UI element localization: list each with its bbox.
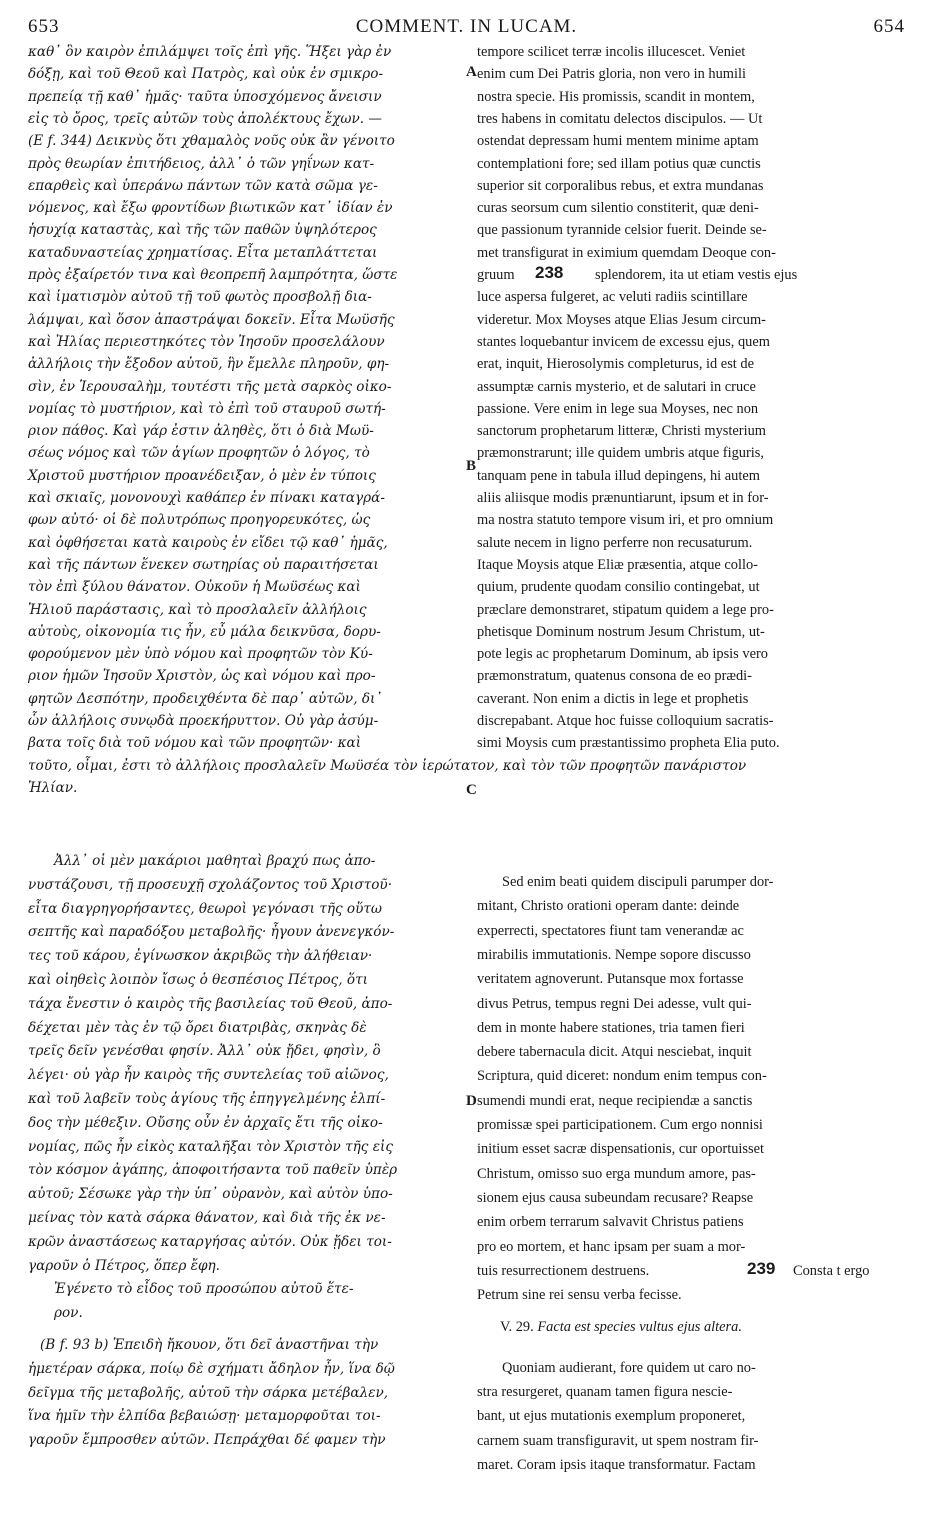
latin-line: ostendat depressam humi mentem minime aptam bbox=[477, 133, 759, 150]
greek-line: γαροῦν ὁ Πέτρος, ὅπερ ἔφη. bbox=[28, 1257, 220, 1274]
latin-line: sionem ejus causa subeundam recusare? Reapse bbox=[477, 1189, 754, 1206]
latin-line: videretur. Mox Moyses atque Elias Jesum circum- bbox=[477, 311, 766, 328]
latin-line: enim cum Dei Patris gloria, non vero in humili bbox=[477, 66, 746, 83]
latin-line: caverant. Non enim a dictis in lege et prophetis bbox=[477, 690, 749, 707]
greek-line: καὶ ἱματισμὸν αὐτοῦ τῇ τοῦ φωτὸς προσβολῇ δια- bbox=[28, 289, 372, 306]
greek-line: καὶ οἰηθεὶς λοιπὸν ἴσως ὁ θεσπέσιος Πέτρος, ὅτι bbox=[28, 972, 368, 988]
section-marker: B bbox=[466, 458, 477, 474]
greek-line: (Β f. 93 b) Ἐπειδὴ ἤκουον, ὅτι δεῖ ἀναστῆναι τὴν bbox=[40, 1337, 379, 1353]
greek-line: νυστάζουσι, τῇ προσευχῇ σχολάζοντος τοῦ Χριστοῦ· bbox=[28, 876, 393, 893]
greek-line: Ἀλλ᾽ οἱ μὲν μακάριοι μαθηταὶ βραχύ πως ἀπο- bbox=[54, 853, 376, 869]
greek-line: ἵνα ἡμῖν τὴν ἐλπίδα βεβαιώσῃ· μεταμορφοῦται τοι- bbox=[28, 1408, 381, 1425]
latin-line: phetisque Dominum nostrum Jesum Christum, ut- bbox=[477, 623, 765, 640]
latin-line: luce aspersa fulgeret, ac veluti radiis scintillare bbox=[477, 289, 748, 306]
latin-line: Christum, omisso suo erga mundum amore, pas- bbox=[477, 1165, 756, 1182]
latin-line: tuis resurrectionem destruens. bbox=[477, 1262, 650, 1279]
greek-line: σέως νόμος καὶ τῶν ἁγίων προφητῶν ὁ λόγος, τὸ bbox=[28, 445, 370, 462]
greek-line: ἀλλήλοις τὴν ἔξοδον αὐτοῦ, ἣν ἔμελλε πληροῦν, φη- bbox=[28, 356, 390, 373]
greek-line: σεπτῆς καὶ παραδόξου μεταβολῆς· ἦγουν ἀνενεγκόν- bbox=[28, 924, 395, 941]
greek-line: αὐτοὺς, οἰκονομία τις ἦν, εὖ μάλα δεικνῦσα, δορυ- bbox=[28, 623, 381, 640]
verse-text: Facta est species vultus ejus altera. bbox=[537, 1319, 742, 1336]
latin-line: simi Moysis cum præstantissimo propheta Elia puto. bbox=[477, 735, 780, 752]
latin-line: maret. Coram ipsis itaque transformatur. Factam bbox=[477, 1456, 756, 1473]
running-title: COMMENT. IN LUCAM. bbox=[355, 16, 578, 37]
greek-line: καταδυναστείας χρηματίσας. Εἶτα μεταπλάττεται bbox=[28, 244, 378, 261]
greek-line: επαρθεὶς καὶ ὑπεράνω πάντων τῶν κατὰ σῶμα γε- bbox=[28, 177, 378, 194]
greek-span-line: τοῦτο, οἶμαι, ἐστι τὸ ἀλλήλοις προσλαλεῖν Μωϋσέα τὸν ἱερώτατον, καὶ τὸν τῶν προφητῶν πανάριστον bbox=[28, 757, 747, 774]
latin-line: divus Petrus, tempus regni Dei adesse, vult qui- bbox=[477, 995, 752, 1012]
greek-line: δεῖγμα τῆς μεταβολῆς, αὐτοῦ τὴν σάρκα μετέβαλεν, bbox=[28, 1384, 389, 1401]
section-marker: D bbox=[466, 1093, 477, 1109]
latin-line: Itaque Moysis atque Eliæ præsentia, atque collo- bbox=[477, 556, 758, 573]
latin-line: gruum bbox=[477, 267, 515, 283]
latin-line: stantes loquebantur invicem de excessu ejus, quem bbox=[477, 333, 770, 350]
latin-line: Petrum sine rei sensu verba fecisse. bbox=[477, 1287, 682, 1304]
latin-line: passione. Vere enim in lege sua Moyses, nec non bbox=[477, 400, 759, 417]
greek-line: τες τοῦ κάρου, ἐγίνωσκον ἀκριβῶς τὴν ἀλήθειαν· bbox=[28, 948, 373, 965]
latin-line: præclare demonstraret, stipatum quidem a lege pro- bbox=[477, 601, 774, 618]
latin-line: erat, inquit, Hierosolymis completurus, id est de bbox=[477, 356, 754, 373]
greek-line: πρὸς ἐξαίρετόν τινα καὶ θεοπρεπῆ λαμπρότητα, ὥστε bbox=[28, 267, 398, 283]
greek-line: πρὸς θεωρίαν ἐπιτήδειος, ἀλλ᾽ ὁ τῶν γηΐνων κατ- bbox=[28, 155, 375, 172]
latin-line: tanquam pene in tabula illud depingens, hi autem bbox=[477, 467, 760, 484]
greek-line: δόξῃ, καὶ τοῦ Θεοῦ καὶ Πατρὸς, καὶ οὐκ ἐν σμικρο- bbox=[28, 66, 384, 83]
greek-line: τὸν ἐπὶ ξύλου θάνατον. Οὐκοῦν ἡ Μωϋσέως καὶ bbox=[28, 579, 361, 596]
greek-line: καὶ τῆς πάντων ἕνεκεν σωτηρίας οὐ παραιτήσεται bbox=[28, 556, 379, 573]
latin-line: debere tabernacula dicit. Atqui nesciebat, inquit bbox=[477, 1044, 752, 1061]
greek-line: τὸν κόσμον ἀγάπης, ἀποφοιτήσαντα τοῦ παθεῖν ὑπὲρ bbox=[28, 1162, 398, 1179]
latin-line: nostra specie. His promissis, scandit in montem, bbox=[477, 88, 755, 105]
greek-line: Χριστοῦ μυστήριον προανέδειξαν, ὁ μὲν ἐν τύποις bbox=[28, 467, 376, 484]
greek-line: καὶ ὀφθήσεται κατὰ καιροὺς ἐν εἴδει τῷ καθ᾽ ἡμᾶς, bbox=[28, 534, 388, 551]
verse-heading bbox=[500, 1319, 742, 1335]
greek-line: ἡσυχίᾳ καταστὰς, καὶ τῆς τῶν παθῶν ὑψηλότερος bbox=[28, 222, 377, 239]
column-number-239: 239 bbox=[747, 1258, 776, 1278]
greek-line: μείνας τὸν κατὰ σάρκα θάνατον, καὶ διὰ τῆς ἐκ νε- bbox=[28, 1210, 386, 1226]
latin-line: experrecti, spectatores fiunt tam venerandæ ac bbox=[477, 922, 744, 939]
greek-line: καὶ τοῦ λαβεῖν τοὺς ἁγίους τῆς ἐπηγγελμένης ἐλπί- bbox=[28, 1091, 386, 1107]
latin-line: promissæ spei participationem. Cum ergo nonnisi bbox=[477, 1117, 763, 1133]
greek-line: τάχα ἔνεστιν ὁ καιρὸς τῆς βασιλείας τοῦ Θεοῦ, ἀπο- bbox=[28, 995, 393, 1012]
greek-line: λάμψαι, καὶ ὅσον ἀπαστράψαι δοκεῖν. Εἶτα Μωϋσῆς bbox=[28, 311, 395, 328]
section-marker: C bbox=[466, 782, 477, 798]
greek-line: κρῶν ἀναστάσεως καταργήσας αὐτόν. Οὐκ ᾔδει τοι- bbox=[28, 1233, 392, 1250]
greek-line: καὶ σκιαῖς, μονονουχὶ καθάπερ ἐν πίνακι καταγρά- bbox=[28, 490, 385, 506]
latin-line: præmonstratum, quatenus consona de eo prædi- bbox=[477, 668, 752, 685]
latin-line: tres habens in comitatu delectos discipulos. — Ut bbox=[477, 110, 763, 127]
latin-line: dem in monte habere stationes, tria tamen fieri bbox=[477, 1019, 745, 1036]
greek-line: νομίας τὸ μυστήριον, καὶ τὸ ἐπὶ τοῦ σταυροῦ σωτή- bbox=[28, 400, 386, 417]
greek-line: τρεῖς δεῖν γενέσθαι φησίν. Ἀλλ᾽ οὐκ ᾔδει, φησὶν, ὃ bbox=[28, 1043, 381, 1060]
greek-line: (Ε f. 344) Δεικνὺς ὅτι χθαμαλὸς νοῦς οὐκ ἂν γένοιτο bbox=[28, 133, 395, 150]
latin-line: carnem suam transfiguravit, ut spem nostram fir- bbox=[477, 1432, 759, 1449]
latin-line: mirabilis immutationis. Nempe sopore discusso bbox=[477, 946, 751, 963]
greek-line: δέχεται μὲν τὰς ἐν τῷ ὄρει διατριβὰς, σκηνὰς δὲ bbox=[28, 1019, 367, 1036]
greek-line: Ἠλιοῦ παράστασις, καὶ τὸ προσλαλεῖν ἀλλήλοις bbox=[28, 601, 367, 618]
greek-span-line: Ἠλίαν. bbox=[28, 779, 78, 796]
greek-line: φητῶν Δεσπότην, προδειχθέντα δὲ παρ᾽ αὐτῶν, δι᾽ bbox=[28, 690, 383, 707]
greek-line: δος τὴν μέθεξιν. Οὔσης οὖν ἐν ἀρχαῖς ἔτι τῆς οἰκο- bbox=[28, 1114, 383, 1131]
latin-line: bant, ut ejus mutationis exemplum proponeret, bbox=[477, 1408, 746, 1425]
latin-line: met transfigurat in eximium quemdam Deoque con- bbox=[477, 244, 776, 261]
running-header bbox=[28, 8, 905, 38]
section-marker: A bbox=[466, 64, 477, 80]
latin-line: pote legis ac prophetarum Dominum, ab ipsis vero bbox=[477, 646, 768, 663]
latin-line: stra resurgeret, quanam tamen figura nescie- bbox=[477, 1384, 733, 1400]
page-number-right: 654 bbox=[873, 16, 905, 37]
latin-line: superior sit corporalibus rebus, et extra mundanas bbox=[477, 177, 764, 194]
greek-line: εἰς τὸ ὄρος, τρεῖς αὐτῶν τοὺς ἀπολέκτους ἔχων. — bbox=[28, 110, 382, 127]
latin-line: enim orbem terrarum salvavit Christus patiens bbox=[477, 1214, 744, 1231]
latin-line: quium, prudente quodam consilio contingebat, ut bbox=[477, 579, 760, 596]
greek-line: νομίας, πῶς ἦν εἰκὸς καταλῆξαι τὸν Χριστὸν τῆς εἰς bbox=[28, 1138, 393, 1155]
greek-line: βατα τοῖς διὰ τοῦ νόμου καὶ τῶν προφητῶν· καὶ bbox=[28, 735, 362, 752]
latin-line: Sed enim beati quidem discipuli parumper dor- bbox=[502, 874, 774, 890]
greek-line: αὐτοῦ; Σέσωκε γὰρ τὴν ὑπ᾽ οὐρανὸν, καὶ αὐτὸν ὑπο- bbox=[28, 1186, 393, 1203]
greek-line: εἶτα διαγρηγορήσαντες, θεωροὶ γεγόνασι τῆς οὕτω bbox=[28, 900, 382, 917]
latin-line: veritatem agnoverunt. Putansque mox fortasse bbox=[477, 971, 744, 988]
latin-line: Scriptura, quid diceret: nondum enim tempus con- bbox=[477, 1068, 767, 1085]
latin-line: salute necem in ligno perferre non recusaturum. bbox=[477, 534, 753, 551]
greek-line: φορούμενον μὲν ὑπὸ νόμου καὶ προφητῶν τὸν Κύ- bbox=[28, 646, 373, 663]
latin-line: mitant, Christo orationi operam dante: deinde bbox=[477, 898, 740, 915]
greek-line: σὶν, ἐν Ἱερουσαλὴμ, τουτέστι τῆς μετὰ σαρκὸς οἰκο- bbox=[28, 378, 392, 395]
greek-line: καὶ Ἠλίας περιεστηκότες τὸν Ἰησοῦν προσελάλουν bbox=[28, 333, 385, 350]
greek-line: φων αὐτό· οἱ δὲ πολυτρόπως προηγορευκότες, ὡς bbox=[28, 512, 371, 529]
column-number-238: 238 bbox=[535, 263, 564, 282]
greek-line: γαροῦν ἔμπροσθεν αὐτῶν. Πεπράχθαι δέ φαμεν τὴν bbox=[28, 1432, 386, 1449]
verse-number: V. 29. bbox=[500, 1319, 538, 1336]
latin-line: contemplationi fore; sed illam potius quæ cunctis bbox=[477, 155, 761, 172]
latin-line: que passionum tyrannide celsior fuerit. Deinde se- bbox=[477, 222, 767, 239]
latin-line: curas seorsum cum silentio constiterit, quæ deni- bbox=[477, 200, 759, 217]
greek-line: πρεπείᾳ τῇ καθ᾽ ἡμᾶς· ταῦτα ὑποσχόμενος ἄνεισιν bbox=[28, 88, 382, 105]
greek-line: ριον πάθος. Καὶ γάρ ἐστιν ἀληθὲς, ὅτι ὁ διὰ Μωϋ- bbox=[28, 423, 374, 440]
latin-line: pro eo mortem, et hanc ipsam per suam a mor- bbox=[477, 1238, 746, 1255]
page-number-left: 653 bbox=[28, 16, 60, 37]
latin-line: Consta t ergo bbox=[793, 1262, 870, 1279]
greek-line: λέγει· οὐ γὰρ ἦν καιρὸς τῆς συντελείας τοῦ αἰῶνος, bbox=[28, 1067, 389, 1084]
latin-line: splendorem, ita ut etiam vestis ejus bbox=[595, 267, 798, 283]
latin-line: ma nostra statuto tempore visum iri, et pro omnium bbox=[477, 512, 774, 529]
greek-line: ριον ἡμῶν Ἰησοῦν Χριστὸν, ὡς καὶ νόμου καὶ προ- bbox=[28, 668, 376, 685]
latin-line: aliis aliisque modis prænuntiarunt, ipsum et in for- bbox=[477, 490, 769, 506]
greek-line: ὧν ἀλλήλοις συνῳδὰ προεκήρυττον. Οὐ γὰρ ἀσύμ- bbox=[28, 713, 379, 729]
greek-line: ρον. bbox=[54, 1305, 83, 1322]
latin-line: sanctorum prophetarum litteræ, Christi mysterium bbox=[477, 423, 766, 440]
latin-line: Quoniam audierant, fore quidem ut caro no- bbox=[502, 1359, 756, 1376]
latin-line: sumendi mundi erat, neque recipiendæ a sanctis bbox=[477, 1092, 753, 1109]
latin-line: præmonstrarunt; ille quidem umbris atque figuris, bbox=[477, 445, 764, 462]
greek-line: Ἐγένετο τὸ εἶδος τοῦ προσώπου αὐτοῦ ἕτε- bbox=[54, 1281, 354, 1298]
latin-line: discrepabant. Atque hoc fuisse colloquium sacratis- bbox=[477, 713, 774, 729]
latin-line: initium esset sacræ dispensationis, cur oportuisset bbox=[477, 1141, 764, 1158]
latin-line: assumptæ carnis mysterio, et de salutari in cruce bbox=[477, 378, 756, 395]
latin-line: tempore scilicet terræ incolis illucescet. Veniet bbox=[477, 44, 746, 60]
greek-line: ἡμετέραν σάρκα, ποίῳ δὲ σχήματι ἄδηλον ἦν, ἵνα δῷ bbox=[28, 1360, 395, 1377]
greek-line: καθ᾽ ὃν καιρὸν ἐπιλάμψει τοῖς ἐπὶ γῆς. Ἥξει γὰρ ἐν bbox=[28, 44, 392, 60]
greek-line: νόμενος, καὶ ἔξω φροντίδων βιωτικῶν κατ᾽ ἰδίαν ἐν bbox=[28, 200, 393, 217]
